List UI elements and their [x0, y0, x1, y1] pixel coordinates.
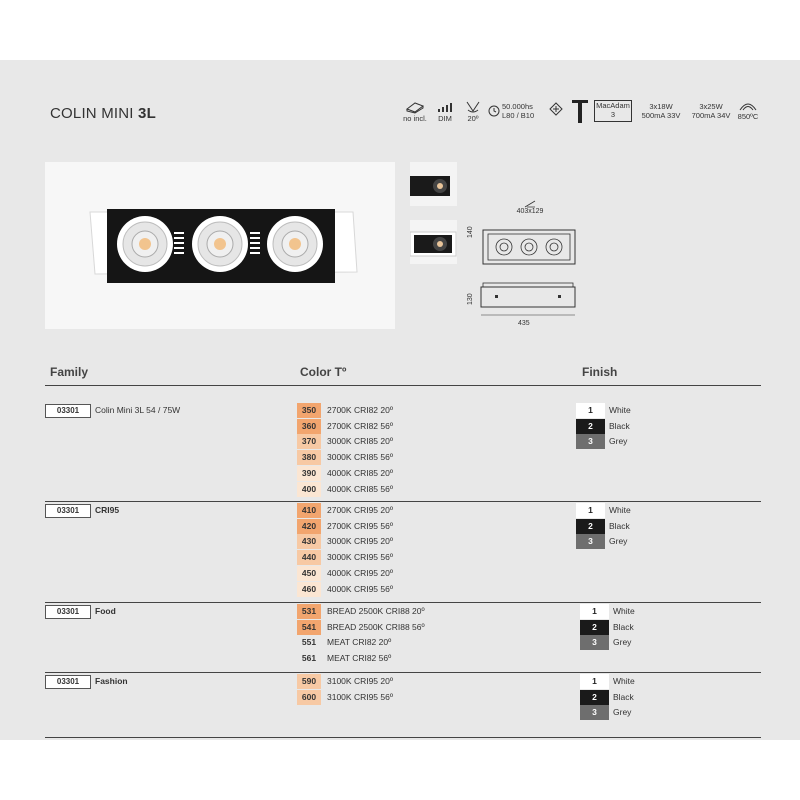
color-description: 2700K CRI82 56º: [327, 420, 393, 431]
finish-swatch: 1: [576, 503, 605, 518]
color-code: 410: [297, 503, 321, 518]
color-code: 400: [297, 482, 321, 497]
finish-name: Black: [609, 520, 630, 531]
color-code: 600: [297, 690, 321, 705]
header-rule: [45, 385, 761, 386]
spec-power-1: [638, 102, 684, 120]
dimension-drawing: [465, 225, 585, 325]
family-code: 03301: [45, 605, 91, 619]
color-code: 440: [297, 550, 321, 565]
color-description: 2700K CRI82 20º: [327, 405, 393, 415]
product-title-variant: 3L: [138, 105, 156, 122]
finish-name: Black: [609, 420, 630, 431]
color-description: 3000K CRI95 20º: [327, 536, 393, 547]
thumbnail-white-image: [410, 220, 457, 264]
color-code: 380: [297, 450, 321, 465]
product-title-name: COLIN MINI: [50, 105, 139, 122]
thumbnail-black: [410, 162, 457, 206]
thumbnail-black-image: [410, 162, 457, 206]
beam-angle-icon: [463, 100, 483, 114]
height-side-value: 130: [467, 293, 474, 305]
group-rule: [45, 737, 761, 738]
finish-swatch: 1: [580, 604, 609, 619]
spec-no-lamp: [398, 100, 432, 123]
color-code: 590: [297, 674, 321, 689]
lamp-cell-3: [267, 216, 323, 272]
color-code: 430: [297, 534, 321, 549]
track-mount-icon: [572, 100, 588, 126]
product-title: [50, 105, 156, 122]
power-1-current: 500mA 33V: [641, 111, 681, 120]
spec-angle: [462, 100, 484, 123]
color-description: 3100K CRI95 20º: [327, 676, 393, 686]
family-code: 03301: [45, 675, 91, 689]
spec-temp-label: 850ºC: [737, 112, 759, 121]
glow-wire-icon: [737, 100, 759, 112]
family-label: CRI95: [95, 505, 120, 515]
spec-lifetime: [488, 102, 544, 120]
family-label: Colin Mini 3L 54 / 75W: [95, 405, 181, 415]
color-description: BREAD 2500K CRI88 56º: [327, 621, 425, 632]
thumbnail-white: [410, 220, 457, 264]
macadam-value: 3: [610, 110, 616, 119]
finish-name: Black: [613, 691, 634, 702]
group-rule: [45, 501, 761, 502]
finish-swatch: 2: [576, 519, 605, 534]
color-description: MEAT CRI82 20º: [327, 637, 392, 648]
color-code: 551: [301, 637, 317, 648]
finish-name: White: [609, 505, 631, 515]
finish-swatch: 2: [580, 690, 609, 705]
power-2-watts: 3x25W: [699, 102, 723, 111]
spec-angle-label: 20º: [467, 114, 479, 123]
cutout-icon: [523, 200, 537, 208]
color-code: 360: [297, 419, 321, 434]
color-description: 3000K CRI85 20º: [327, 436, 393, 447]
family-code: 03301: [45, 504, 91, 518]
finish-swatch: 3: [576, 534, 605, 549]
color-description: 2700K CRI95 56º: [327, 520, 393, 531]
finish-name: Grey: [613, 637, 632, 648]
lamp-cell-2: [192, 216, 248, 272]
color-description: MEAT CRI82 56º: [327, 653, 392, 664]
width-value: 435: [518, 320, 530, 327]
header-color: Color Tº: [300, 365, 347, 379]
finish-name: Grey: [609, 436, 628, 447]
power-1-watts: 3x18W: [649, 102, 673, 111]
color-description: 4000K CRI95 20º: [327, 567, 393, 578]
color-description: 4000K CRI85 20º: [327, 467, 393, 478]
macadam-label: MacAdam: [596, 101, 630, 110]
spec-hours: 50.000hs: [502, 102, 533, 111]
finish-name: White: [613, 676, 635, 686]
finish-swatch: 3: [580, 635, 609, 650]
catalog-sheet: [0, 60, 800, 740]
color-description: 3000K CRI95 56º: [327, 552, 393, 563]
family-label: Fashion: [95, 676, 128, 686]
color-description: 4000K CRI85 56º: [327, 483, 393, 494]
color-code: 531: [297, 604, 321, 619]
spec-glow-wire: [735, 100, 761, 121]
lamp-cell-1: [117, 216, 173, 272]
spec-lumen: L80 / B10: [502, 111, 535, 120]
color-code: 370: [297, 434, 321, 449]
finish-swatch: 3: [580, 705, 609, 720]
color-code: 541: [297, 620, 321, 635]
finish-swatch: 3: [576, 434, 605, 449]
cutout-dimension: [510, 200, 550, 215]
height-front-value: 140: [467, 226, 474, 238]
finish-swatch: 2: [576, 419, 605, 434]
header-family: Family: [50, 365, 89, 379]
header-finish: Finish: [582, 365, 618, 379]
family-code: 03301: [45, 404, 91, 418]
dimmable-icon: [435, 100, 455, 114]
power-2-current: 700mA 34V: [691, 111, 731, 120]
finish-swatch: 2: [580, 620, 609, 635]
color-code: 450: [297, 566, 321, 581]
spec-mount: [570, 100, 590, 126]
finish-name: White: [613, 606, 635, 616]
group-rule: [45, 602, 761, 603]
finish-name: Grey: [613, 707, 632, 718]
finish-swatch: 1: [580, 674, 609, 689]
clock-icon: [488, 105, 500, 117]
color-description: BREAD 2500K CRI88 20º: [327, 606, 425, 616]
color-description: 3100K CRI95 56º: [327, 691, 393, 702]
finish-name: White: [609, 405, 631, 415]
color-description: 2700K CRI95 20º: [327, 505, 393, 515]
color-description: 3000K CRI85 56º: [327, 452, 393, 463]
color-code: 420: [297, 519, 321, 534]
spec-macadam: [594, 100, 632, 122]
spec-electronic: [548, 102, 564, 116]
group-rule: [45, 672, 761, 673]
color-code: 460: [297, 582, 321, 597]
product-luminaire-image: [45, 162, 395, 329]
color-code: 350: [297, 403, 321, 418]
spec-no-lamp-label: no incl.: [403, 114, 427, 123]
color-description: 4000K CRI95 56º: [327, 583, 393, 594]
product-photo: [45, 162, 395, 329]
finish-swatch: 1: [576, 403, 605, 418]
spec-power-2: [688, 102, 734, 120]
driver-icon: [549, 102, 563, 116]
spec-dim-label: DIM: [438, 114, 452, 123]
finish-name: Grey: [609, 536, 628, 547]
lamp-icon: [404, 100, 426, 114]
color-code: 561: [301, 653, 317, 664]
spec-dim: [434, 100, 456, 123]
color-code: 390: [297, 466, 321, 481]
finish-name: Black: [613, 621, 634, 632]
family-label: Food: [95, 606, 116, 616]
cutout-value: 403x129: [516, 208, 544, 215]
